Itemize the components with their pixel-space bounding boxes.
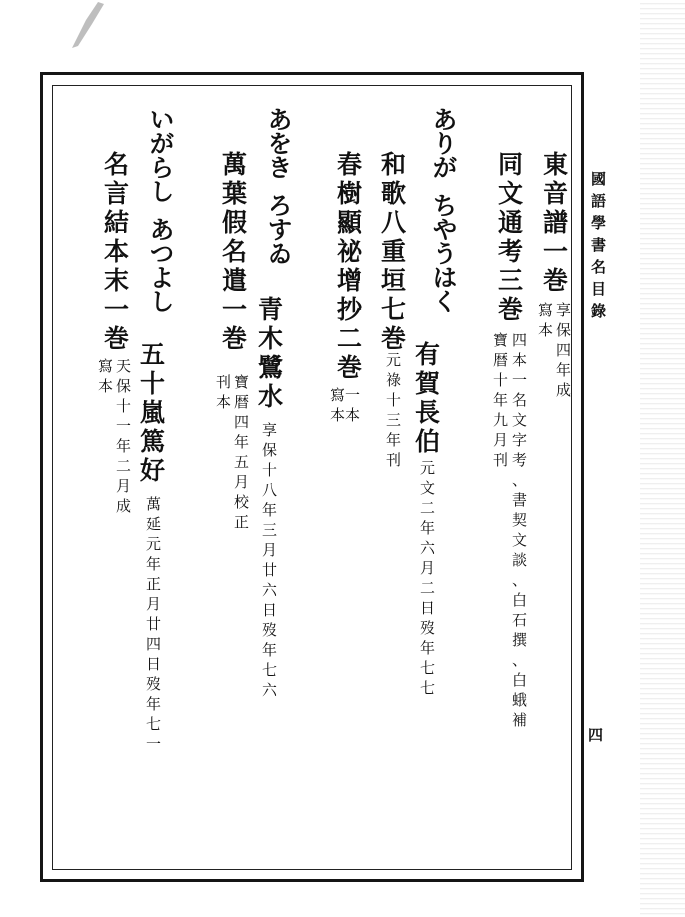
author-name-ariga: 有 賀 長 伯 xyxy=(415,340,441,456)
entry-title-waka: 和 歌 八 重 垣 七 巻 xyxy=(381,150,407,353)
author-name-igarashi: 五 十 嵐 篤 好 xyxy=(140,340,166,485)
entry-note-toon: 享 保 四 年 成 xyxy=(556,301,572,399)
entry-note2-toon: 寫 本 xyxy=(538,301,554,339)
entry-title-shunju: 春 樹 顯 祕 增 抄 二 巻 xyxy=(337,150,363,382)
author-name-aoki: 青 木 鷺 水 xyxy=(258,295,284,411)
entry-title-dobun: 同 文 通 考 三 巻 xyxy=(498,150,524,324)
entry-note2-dobun: 寶 暦 十 年 九 月 刊 xyxy=(493,331,509,469)
entry-note-meigen: 天 保 十 一 年 二 月 成 xyxy=(116,357,132,515)
author-note-aoki: 享 保 十 八 年 三 月 廿 六 日 歿 年 七 六 xyxy=(262,421,278,699)
ink-smudge xyxy=(68,0,108,50)
entry-note-dobun: 四 本 一 名 文 字 考 、 書 契 文 談 、 白 石 撰 、 白 蛾 補 xyxy=(512,331,528,729)
running-header: 國 語 學 書 名 目 錄 xyxy=(591,170,607,320)
entry-note2-shunju: 寫 本 xyxy=(330,386,346,424)
entry-title-manyo: 萬 葉 假 名 遣 一 巻 xyxy=(222,150,248,353)
book-edge-shadow xyxy=(640,0,685,917)
entry-note2-meigen: 寫 本 xyxy=(98,357,114,395)
author-note-igarashi: 萬 延 元 年 正 月 廿 四 日 歿 年 七 一 xyxy=(146,495,162,753)
entry-title-toon: 東 音 譜 一 巻 xyxy=(543,150,569,295)
entry-title-meigen: 名 言 結 本 末 一 巻 xyxy=(104,150,130,353)
author-note-ariga: 元 文 二 年 六 月 二 日 歿 年 七 七 xyxy=(420,459,436,697)
entry-note2-manyo: 刊 本 xyxy=(216,373,232,411)
page-number: 四 xyxy=(588,726,604,744)
author-kana-aoki: あ を き ろ す ゐ xyxy=(268,106,292,268)
entry-note-shunju: 一 本 xyxy=(345,386,361,424)
author-kana-igarashi: い が ら し あ つ よ し xyxy=(150,106,174,316)
entry-note-manyo: 寶 暦 四 年 五 月 校 正 xyxy=(234,373,250,531)
entry-note-waka: 元 祿 十 三 年 刊 xyxy=(386,351,402,469)
author-kana-ariga: あ り が ち や う は く xyxy=(433,106,457,316)
